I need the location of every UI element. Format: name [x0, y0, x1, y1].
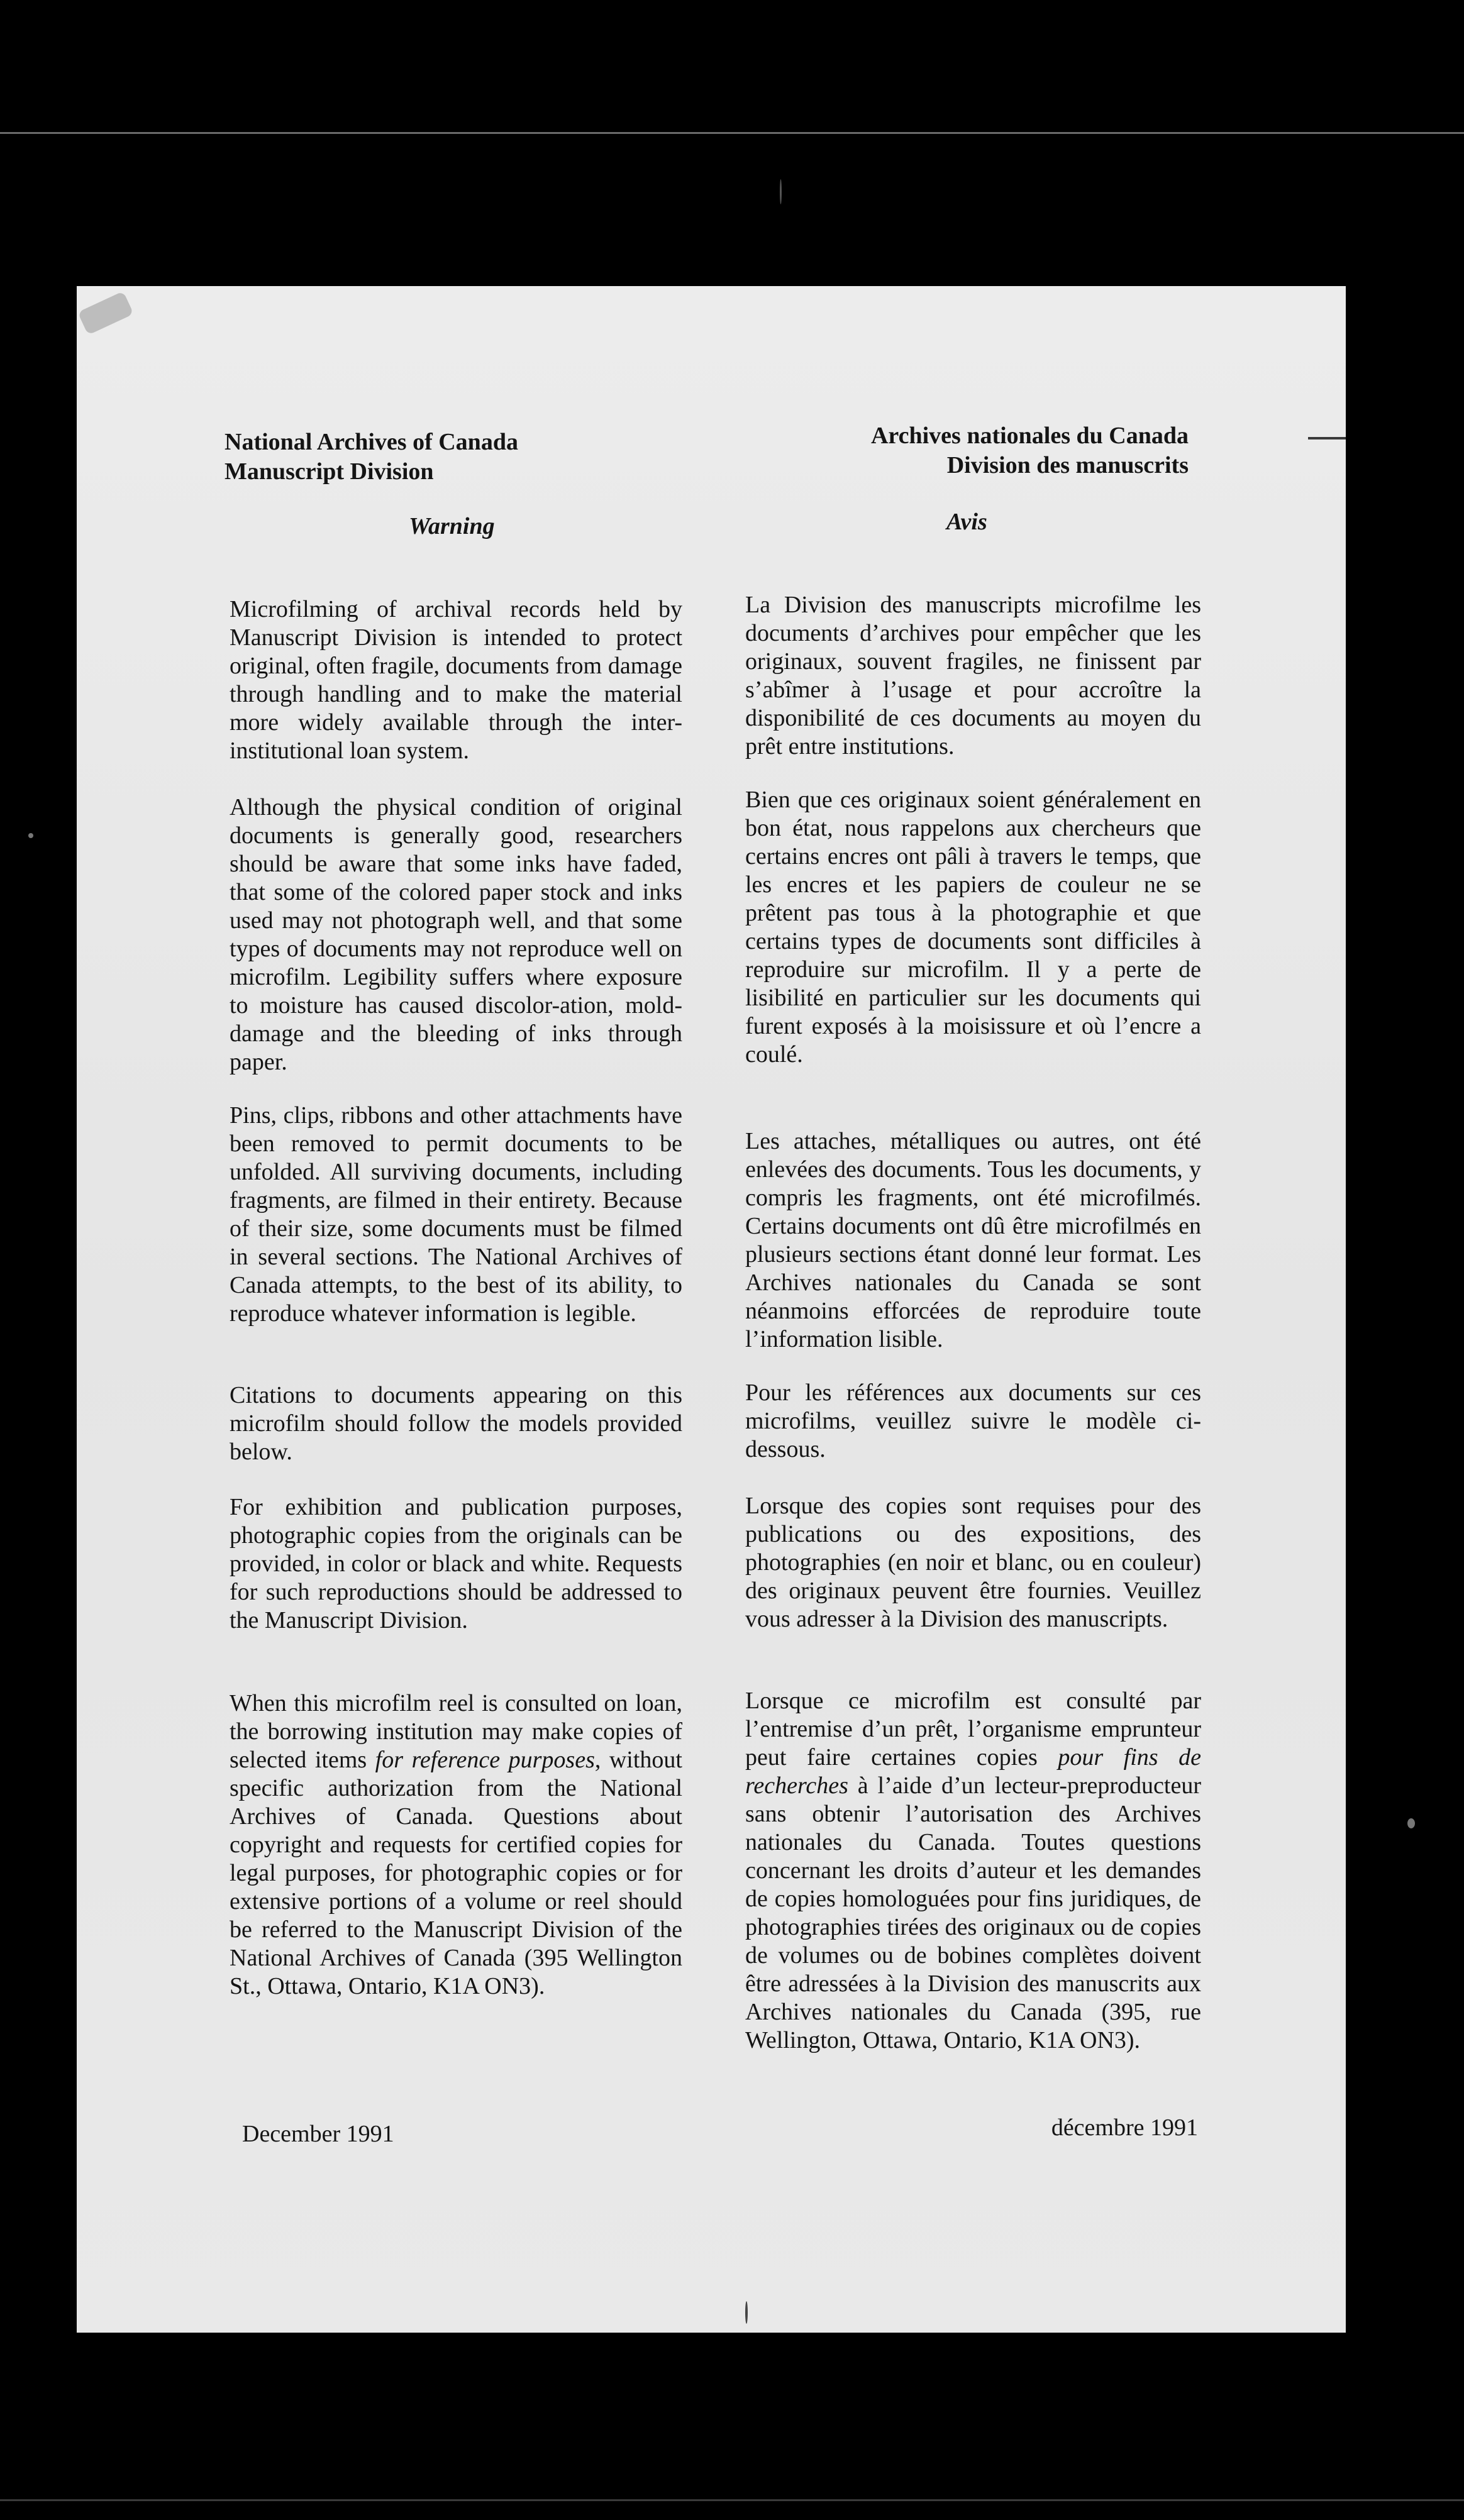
institution-name-en: National Archives of Canada [225, 429, 518, 455]
warning-heading: Warning [409, 513, 495, 539]
fr-paragraph-2-text: Bien que ces originaux soient généralement en bon état, nous rappelons aux chercheurs que certains encres ont pâli à travers le temps, que les encres et les papiers de couleur ne se prêtent pas tous à la photographie et que certains types de documents sont difficiles à reproduire sur microfilm. Il y a perte de lisibilité en particulier sur les documents qui furent exposés à la moisissure et où l’encre a coulé. [745, 787, 1201, 1068]
en-paragraph-5 [230, 1493, 682, 1635]
en-paragraph-3-text: Pins, clips, ribbons and other attachments have been removed to permit documents to be unfolded. All surviving documents, including fragments, are filmed in their entirety. Because of their size, some documents must be filmed in several sections. The National Archives of Canada attempts, to the best of its ability, to reproduce whatever information is legible. [230, 1102, 682, 1327]
date-fr: décembre 1991 [1051, 2114, 1198, 2141]
en-paragraph-1 [230, 595, 682, 765]
en-p6-italic: for reference purposes [375, 1747, 595, 1773]
en-paragraph-3 [230, 1102, 682, 1328]
scan-border-bottom [0, 2499, 1464, 2501]
division-name-en: Manuscript Division [225, 458, 434, 485]
fr-paragraph-6 [745, 1687, 1201, 2055]
division-name-fr: Division des manuscrits [946, 452, 1189, 478]
date-en: December 1991 [242, 2121, 394, 2147]
en-paragraph-2-text: Although the physical condition of original documents is generally good, researchers should be aware that some inks have faded, that some of the colored paper stock and inks used may not photograph well, and that some types of documents may not reproduce well on microfilm. Legibility suffers where exposure to moisture has caused discolor-ation, mold-damage and the bleeding of inks through paper. [230, 794, 682, 1075]
fr-p6-part-a: Lorsque ce microfilm est consulté par l’entremise d’un prêt, l’organisme emprunteur peut faire certaines copies [745, 1688, 1201, 1771]
page-edge-mark [1308, 437, 1346, 439]
fr-paragraph-4-text: Pour les références aux documents sur ces microfilms, veuillez suivre le modèle ci-dessous. [745, 1379, 1201, 1462]
en-paragraph-1-text: Microfilming of archival records held by Manuscript Division is intended to protect original, often fragile, documents from damage through handling and to make the material more widely available through the inter-institutional loan system. [230, 596, 682, 764]
institution-name-fr: Archives nationales du Canada [870, 423, 1189, 449]
en-paragraph-5-text: For exhibition and publication purposes, photographic copies from the originals can be provided, in color or black and white. Requests for such reproductions should be addressed to the Manuscript Division. [230, 1494, 682, 1633]
header-french [748, 421, 1189, 480]
header-english [225, 428, 518, 487]
fr-paragraph-1 [745, 591, 1201, 761]
scan-border-top [0, 132, 1464, 134]
en-p6-part-a: When this microfilm reel is consulted on loan, the borrowing institution may make copies of selected items [230, 1690, 682, 1773]
fr-paragraph-2 [745, 786, 1201, 1069]
en-paragraph-6-text [230, 1689, 682, 2001]
fr-p6-part-b: à l’aide d’un lecteur-preproducteur sans obtenir l’autorisation des Archives nationales du Canada. Toutes questions concernant les droits d’auteur et les demandes de copies homologuées pour fins juridiques, de photographies tirées des originaux ou de copies de volumes ou de bobines complètes doivent être adressées à la Division des manuscrits aux Archives nationales du Canada (395, rue Wellington, Ottawa, Ontario, K1A ON3). [745, 1772, 1201, 2053]
fr-p6-italic: pour fins de recherches [745, 1744, 1202, 1799]
fr-paragraph-3 [745, 1127, 1201, 1354]
en-paragraph-4 [230, 1381, 682, 1466]
fr-paragraph-6-text [745, 1687, 1201, 2055]
en-paragraph-2 [230, 793, 682, 1076]
en-paragraph-4-text: Citations to documents appearing on this microfilm should follow the models provided below. [230, 1382, 682, 1465]
fr-paragraph-5-text: Lorsque des copies sont requises pour des publications ou des expositions, des photographies (en noir et blanc, ou en couleur) des originaux peuvent être fournies. Veuillez vous adresser à la Division des manuscripts. [745, 1493, 1201, 1632]
en-p6-part-b: , without specific authorization from the National Archives of Canada. Questions about copyright and requests for certified copies for legal purposes, for photographic copies or for extensive portions of a volume or reel should be referred to the Manuscript Division of the National Archives of Canada (395 Wellington St., Ottawa, Ontario, K1A ON3). [230, 1747, 682, 1999]
en-paragraph-6 [230, 1689, 682, 2001]
fr-paragraph-5 [745, 1492, 1201, 1633]
fr-paragraph-3-text: Les attaches, métalliques ou autres, ont été enlevées des documents. Tous les documents, y compris les fragments, ont été microfilmés. Certains documents ont dû être microfilmés en plusieurs sections étant donné leur format. Les Archives nationales du Canada se sont néanmoins efforcées de reproduire toute l’information lisible. [745, 1128, 1201, 1352]
fr-paragraph-4 [745, 1379, 1201, 1464]
avis-heading: Avis [946, 509, 987, 535]
fr-paragraph-1-text: La Division des manuscripts microfilme les documents d’archives pour empêcher que les originaux, souvent fragiles, ne finissent par s’abîmer à l’usage et pour accroître la disponibilité de ces documents au moyen du prêt entre institutions. [745, 592, 1201, 760]
